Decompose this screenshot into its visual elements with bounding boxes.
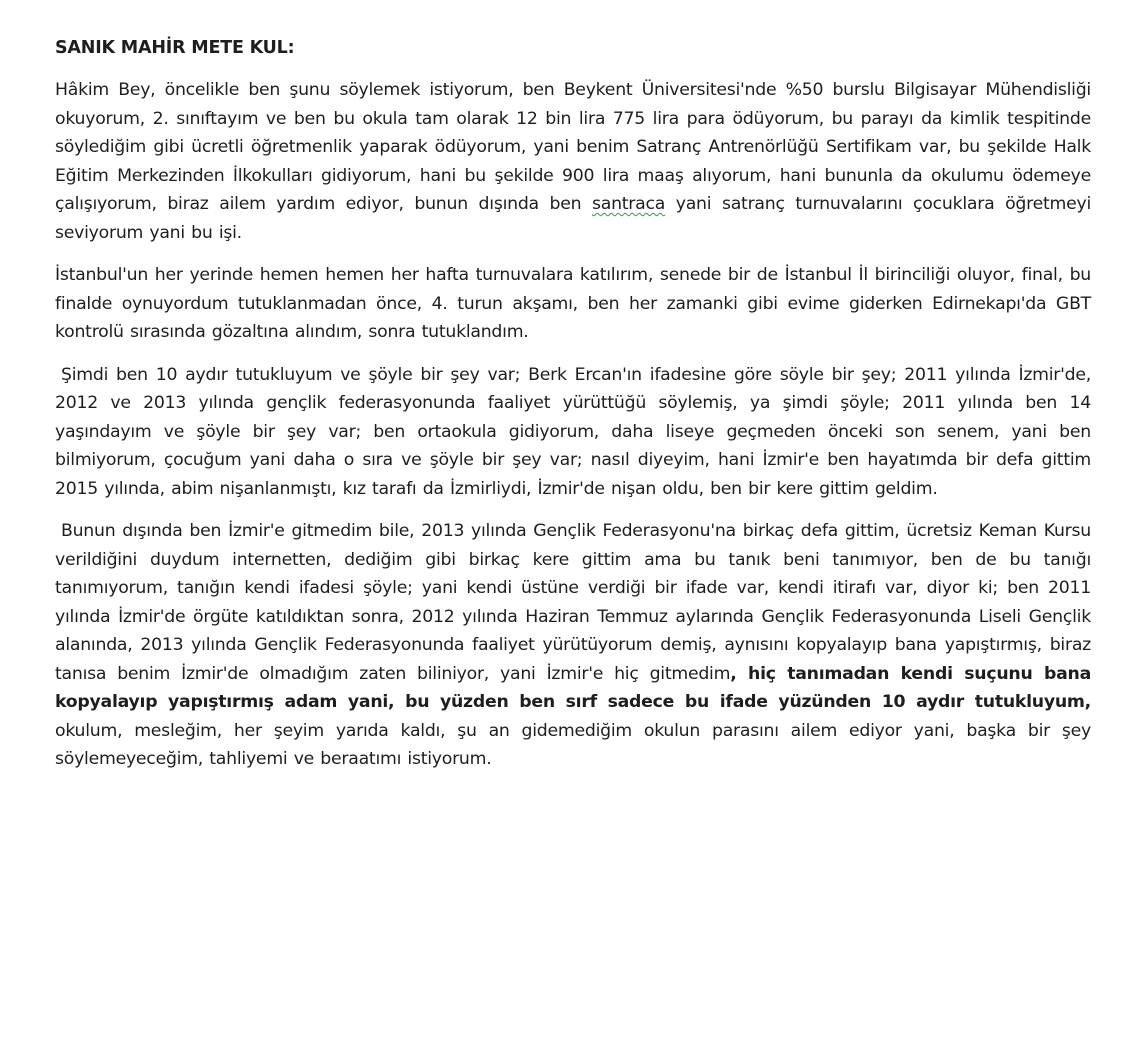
paragraph-1-text-b: yani satranç turnuvalarını çocuklara öğretmeyi seviyorum yani bu işi. [55,194,1091,243]
paragraph-1-text-a: Hâkim Bey, öncelikle ben şunu söylemek istiyorum, ben Beykent Üniversitesi'nde %50 burslu Bilgisayar Mühendisliği okuyorum, 2. sınıftayım ve ben bu okula tam olarak 12 bin lira 775 lira para ödüyorum, bu parayı da kimlik tespitinde söylediğim gibi ücretli öğretmenlik yaparak ödüyorum, yani benim Satranç Antrenörlüğü Sertifikam var, bu şekilde Halk Eğitim Merkezinden İlkokulları gidiyorum, hani bu şekilde 900 lira maaş alıyorum, hani bununla da okulumu ödemeye çalışıyorum, biraz ailem yardım ediyor, bunun dışında ben [55,80,1091,214]
paragraph-4-text-b: okulum, mesleğim, her şeyim yarıda kaldı, şu an gidemediğim okulun parasını ailem ediyor yani, başka bir şey söylemeyeceğim, tahliyemi ve beraatımı istiyorum. [55,720,1091,769]
spellcheck-flagged-word[interactable]: santraca [591,194,666,214]
paragraph-2: İstanbul'un her yerinde hemen hemen her hafta turnuvalara katılırım, senede bir de İstanbul İl birinciliği oluyor, final, bu finalde oynuyordum tutuklanmadan önce, 4. turun akşamı, ben her zamanki gibi evime giderken Edirnekapı'da GBT kontrolü sırasında gözaltına alındım, sonra tutuklandım. [55,265,1091,342]
document-heading: SANIK MAHİR METE KUL: [55,38,295,58]
paragraph-3: Şimdi ben 10 aydır tutukluyum ve şöyle bir şey var; Berk Ercan'ın ifadesine göre söyle bir şey; 2011 yılında İzmir'de, 2012 ve 2013 yılında gençlik federasyonunda faaliyet yürüttüğü söylemiş, ya şimdi şöyle; 2011 yılında ben 14 yaşındayım ve şöyle bir şey var; ben ortaokula gidiyorum, daha liseye geçmeden önceki son senem, yani ben bilmiyorum, çocuğum yani daha o sıra ve şöyle bir şey var; nasıl diyeyim, hani İzmir'e ben hayatımda bir defa gittim 2015 yılında, abim nişanlanmıştı, kız tarafı da İzmirliydi, İzmir'de nişan oldu, ben bir kere gittim geldim. [55,364,1091,499]
paragraph-4-bold-text: , hiç tanımadan kendi suçunu bana kopyalayıp yapıştırmış adam yani, bu yüzden ben sırf sadece bu ifade yüzünden 10 aydır tutukluyum, [55,663,1091,712]
paragraph-4-text-a: Bunun dışında ben İzmir'e gitmedim bile, 2013 yılında Gençlik Federasyonu'na birkaç defa gittim, ücretsiz Keman Kursu verildiğini duydum internetten, dediğim gibi birkaç kere gittim ama bu tanık beni tanımıyor, ben de bu tanığı tanımıyorum, tanığın kendi ifadesi şöyle; yani kendi üstüne verdiği bir ifade var, kendi itirafı var, diyor ki; ben 2011 yılında İzmir'de örgüte katıldıktan sonra, 2012 yılında Haziran Temmuz aylarında Gençlik Federasyonunda Liseli Gençlik alanında, 2013 yılında Gençlik Federasyonunda faaliyet yürütüyorum demiş, aynısını kopyalayıp bana yapıştırmış, biraz tanısa benim İzmir'de olmadığım zaten biliniyor, yani İzmir'e hiç gitmedim [55,521,1091,684]
paragraph-4 [55,517,1091,774]
document-page [55,30,1091,788]
paragraph-1 [55,76,1091,247]
